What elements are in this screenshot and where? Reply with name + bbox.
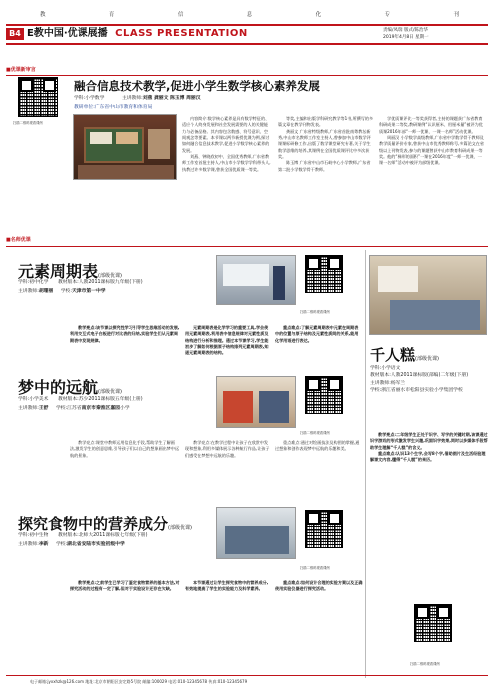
school-tail: 小学 xyxy=(119,406,130,411)
lesson-column xyxy=(275,580,363,630)
footer-text: 电子邮箱:jyxxhzk@126.com 地址:北京市朝阳区安定路5号院 邮编:100029 电话:010-12345678 传真:010-12345679 xyxy=(30,679,248,684)
qr-caption: 扫描二维码观看课例 xyxy=(300,310,330,314)
lesson-paragraph: 重点难点:了解元素周期表中元素在周期表中的位置与原子结构及元素性质间的关系,能用化学用语进行表达。 xyxy=(275,325,359,343)
lesson-paragraph: 重点难点:如何设计合理的实验方案以及正确使用实验仪器进行探究活动。 xyxy=(275,580,363,592)
intro-column xyxy=(278,116,374,243)
lesson-photo xyxy=(216,376,296,428)
lesson-title xyxy=(370,345,439,365)
teachers-label: 主讲教师: xyxy=(121,96,143,101)
header-title-char: 专 xyxy=(384,12,392,18)
lesson-column xyxy=(185,325,270,370)
textbook: 教材版本:人教2011课标版九年级(下册) xyxy=(57,280,143,285)
lesson-photo xyxy=(216,255,296,305)
qr-caption: 扫描二维码观看课例 xyxy=(13,121,43,125)
intro-paragraph: 陈玉博 广东省中山市石岐中心小学教师,广东省第二批小学数学骨干教师。 xyxy=(278,160,371,172)
teachers: 刘燕 龚丽文 陈玉博 周丽汉 xyxy=(142,96,201,101)
lesson-title-text: 探究食物中的营养成分 xyxy=(18,515,169,533)
subject: 学科:小学美术 xyxy=(18,397,49,402)
lesson-photo xyxy=(369,255,487,335)
lesson-photo xyxy=(216,507,296,559)
intro-paragraph: 龚丽文 广东省特级教师,广东省首批南粤教坛新秀,中山市名教师工作室主持人,曾参加中山市数学评课课标研修工作,出版了数学课堂研究专著,关于学生数学思维的培养,其课例在全国优质课评比中多次获奖。 xyxy=(278,128,371,160)
footer-rule xyxy=(6,675,488,676)
section-bar xyxy=(6,65,488,72)
headline-meta xyxy=(74,96,201,102)
qr-caption: 扫描二维码观看课例 xyxy=(410,662,440,666)
section-label: ■优课新审言 xyxy=(6,67,36,73)
qr-code[interactable] xyxy=(414,604,452,642)
header-title-char: 教 xyxy=(40,12,47,18)
intro-column xyxy=(379,116,484,243)
school-name: 南京市秦淮区嘉园 xyxy=(81,406,120,411)
lesson-paragraph: 教学亮点:课堂中教师运用信息化手段,帮助学生了解画法,激发学生的创意思维,引导孩子们以自己的想象画出梦中远航的景象。 xyxy=(70,440,180,458)
lesson-paragraph: 元素周期表是化学学习的重要工具,学会使用元素周期表,利用表中信息规律对元素性质及结构进行分析和推理。通过本节课学习,学生能初步了解如何根据原子结构排列元素周期表,知道元素周期表的结构。 xyxy=(185,325,269,356)
header-title-char: 育 xyxy=(108,12,116,18)
qr-code[interactable] xyxy=(305,255,343,293)
lesson-paragraph: 重点难点:认识13个生字,会写8个字,借助图片及生活经验理解课文内容,懂得“千人糕”的来历。 xyxy=(370,451,486,463)
teacher-name: 胡珊丽 xyxy=(38,289,54,294)
textbook: 教材版本:苏少2011课标版五年级(上册) xyxy=(57,397,143,402)
qr-code[interactable] xyxy=(305,510,343,548)
page-tag: B4 xyxy=(6,28,24,40)
school: 学校:浙江省丽水市松阳县实验小学集团学校 xyxy=(370,388,463,394)
header-title-char: 信 xyxy=(177,12,185,18)
lesson-column xyxy=(275,325,360,370)
lesson-tag: (部级优课) xyxy=(98,389,122,395)
lesson-tag: (部级优课) xyxy=(98,273,122,279)
lesson-title xyxy=(18,377,122,399)
header-title-char: 化 xyxy=(315,12,323,18)
lesson-column xyxy=(70,325,180,370)
qr-code[interactable] xyxy=(18,77,58,117)
lesson-title-text: 千人糕 xyxy=(370,346,416,364)
lesson-tag: (部级优课) xyxy=(415,356,439,362)
intro-paragraph: 学优质课评比一等奖获得者,主持的课题获广东省教育科研成果二等奖,教研课例“认识厘米、用厘米量”被评为优质课2016年部“一师一优课、一课一名师”活动优课。 xyxy=(379,116,483,134)
headline: 融合信息技术教学,促进小学生数学核心素养发展 xyxy=(74,79,320,93)
intro-paragraph: 内容简介:数学核心素养是具有数学特征的、适应个人终身发展和社会发展需要的人的关键能力与必备品格。其内容包含数感、符号意识、空间观念等要素。本节课以两节新授优课为例,探讨如何融合信息技术教学,促进小学数学核心素养的发展。 xyxy=(182,116,270,153)
lesson-meta xyxy=(18,533,147,539)
lesson-meta xyxy=(18,542,125,548)
teacher-name: 杨军兰 xyxy=(390,380,406,386)
qr-caption: 扫描二维码观看课例 xyxy=(300,431,330,435)
subject: 学科:初中化学 xyxy=(18,280,49,285)
lesson-column xyxy=(370,432,488,572)
header-divider xyxy=(6,43,488,45)
school: 教研单位:广东省中山市教育和体育局 xyxy=(74,105,153,110)
teacher-label: 主讲教师: xyxy=(18,289,39,294)
issue-date: 2019年4月8日 星期一 xyxy=(383,35,429,40)
school-label: 学校:江苏省 xyxy=(55,406,82,411)
subject: 学科:初中生物 xyxy=(18,533,49,538)
lesson-paragraph: 教学亮点:之前学生已学习了鉴定食物营养的基本方法,对探究活动的过程有一定了解,但对于实验设计还存在欠缺。 xyxy=(70,580,180,592)
qr-caption: 扫描二维码观看课例 xyxy=(300,566,330,570)
masthead-title: E教中国·优课展播 xyxy=(27,28,108,39)
teacher-label: 主讲教师: xyxy=(370,380,391,386)
lesson-column xyxy=(185,440,270,505)
masthead-en: CLASS PRESENTATION xyxy=(115,28,248,39)
lesson-column xyxy=(185,580,270,630)
classroom-photo xyxy=(73,114,177,180)
school-name: 湖北省安陆市实验初级中学 xyxy=(67,542,125,547)
intro-paragraph: 周丽汉 小学数学高级教师,广东省中学数学骨干教师及教学质量评价专家,曾获中山市优秀教师称号,多篇论文在省级以上刊物发表,参与的课题曾获中山市教育科研成果一等奖。他的“梯形的面积”一课在2016年度“一师一优课、一课一名师”活动中被评为部级优课。 xyxy=(379,135,484,166)
lesson-title xyxy=(18,514,192,534)
school-label: 学校: xyxy=(60,289,72,294)
lesson-meta xyxy=(18,280,143,286)
lesson-paragraph: 本节课通过让学生探究食物中的营养成分,有效地提高了学生的实验能力及科学素养。 xyxy=(185,580,269,592)
lesson-title-text: 梦中的远航 xyxy=(18,378,99,397)
lesson-paragraph: 教学亮点:该节课以探究性学习引导学生思维活动的发展,利用交互式电子白板进行对比表的归纳,实验学生们从元素周期表中发现规律。 xyxy=(70,325,180,343)
lesson-meta xyxy=(18,397,143,403)
masthead xyxy=(27,27,248,41)
header-title-band xyxy=(40,12,460,20)
school-name: 天津市第一中学 xyxy=(71,289,106,294)
intro-column xyxy=(182,116,272,243)
header-divider xyxy=(6,24,488,26)
qr-code[interactable] xyxy=(305,376,343,414)
lesson-column xyxy=(275,440,363,505)
lesson-meta xyxy=(18,406,130,412)
textbook: 教材版本:北师大2011课标版七年级(下册) xyxy=(57,533,148,538)
lesson-paragraph: 教学亮点:二年级学生正处于识字、写字的关键时期,该课通过识字游戏的形式激发学生兴趣,巩固识字效果,同时以多媒体手段帮助学生理解“千人糕”的含义。 xyxy=(370,432,488,450)
subject: 学科:小学数学 xyxy=(74,96,105,101)
intro-paragraph: 等奖,主编和出版学科研究教学等1书,所撰写的多篇文章在教学刊物发表。 xyxy=(278,116,374,128)
textbook: 教材版本:人教2011课标版(部编)二年级(下册) xyxy=(370,373,469,379)
intro-paragraph: 刘燕、钟晓欣初中、全国优秀教师,广东省教师工作室首批主持人,中山市小学数学学科带头人,执教过许多数学课,曾获全国优质课一等奖。 xyxy=(182,154,271,172)
teacher-name: 王舒 xyxy=(38,406,49,411)
header-title-char: 息 xyxy=(246,12,254,18)
teacher-label: 主讲教师: xyxy=(18,542,39,547)
lesson-meta xyxy=(370,365,488,395)
column-rule xyxy=(365,250,366,678)
school-label: 学校: xyxy=(55,542,68,547)
subject: 学科:小学语文 xyxy=(370,366,401,371)
lesson-column xyxy=(70,440,180,505)
lesson-paragraph: 教学亮点:在教学过程中让孩子在欣赏中发现和想象,利用多媒体展示各种航行作品,让孩子们感受在梦想中远航的乐趣。 xyxy=(185,440,270,458)
lesson-title-text: 元素周期表 xyxy=(18,262,99,281)
section-rule xyxy=(6,75,488,76)
header-title-char: 刊 xyxy=(453,12,460,18)
editor-info: 责编/凤瑞 版式/陈治华 xyxy=(383,28,428,33)
lesson-paragraph: 重点难点:通过对绘画技法及构图的掌握,通过想象和创作表现梦中远航的乐趣和美。 xyxy=(275,440,360,452)
lesson-column xyxy=(70,580,180,630)
teacher-name: 李新 xyxy=(38,542,49,547)
section-rule xyxy=(6,246,488,247)
lesson-meta xyxy=(18,289,106,295)
teacher-label: 主讲教师: xyxy=(18,406,39,411)
section-label: ■名师优课 xyxy=(6,237,31,243)
lesson-tag: (部级优课) xyxy=(168,525,192,531)
